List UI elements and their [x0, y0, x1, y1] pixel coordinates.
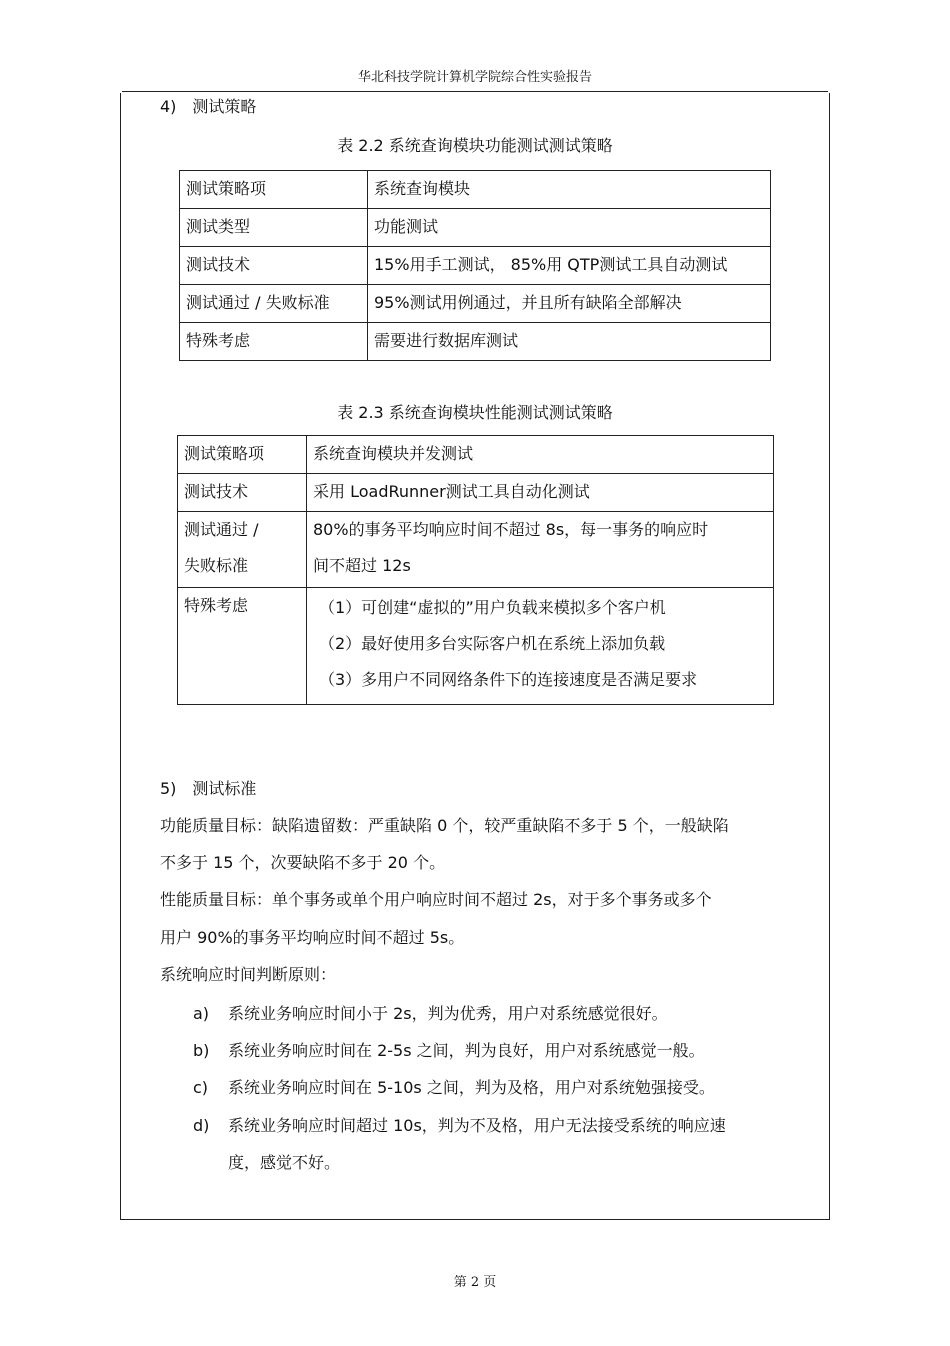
- cell-text: 功能测试: [374, 217, 439, 236]
- table-cell: [368, 247, 771, 285]
- list-item-label: d): [193, 1116, 210, 1135]
- table-cell: [368, 323, 771, 361]
- table-row: [180, 285, 771, 323]
- list-item-text-continuation: 度，感觉不好。: [228, 1153, 341, 1172]
- table-cell: [368, 209, 771, 247]
- cell-text: 测试策略项: [186, 179, 267, 198]
- section-5-heading: 5) 测试标准: [160, 779, 257, 798]
- cell-text: 95%测试用例通过，并且所有缺陷全部解决: [374, 293, 682, 312]
- cell-text: 测试策略项: [184, 444, 265, 463]
- table-cell: [180, 285, 368, 323]
- table-row: [180, 171, 771, 209]
- performance-quality-line-2: 用户 90%的事务平均响应时间不超过 5s。: [160, 928, 465, 947]
- table-2-2: [179, 170, 771, 361]
- cell-text: 特殊考虑: [186, 331, 251, 350]
- table-cell: [307, 474, 774, 512]
- table-cell: [368, 285, 771, 323]
- table-cell: [307, 588, 774, 705]
- cell-text: 特殊考虑: [184, 596, 249, 615]
- list-item-text: 系统业务响应时间在 2-5s 之间，判为良好，用户对系统感觉一般。: [228, 1041, 705, 1060]
- list-item: （2）最好使用多台实际客户机在系统上添加负载: [319, 634, 666, 653]
- table-cell: [180, 247, 368, 285]
- table-2-3-caption: 表 2.3 系统查询模块性能测试测试策略: [337, 403, 613, 422]
- table-row: [180, 247, 771, 285]
- cell-text-block: [313, 512, 767, 576]
- report-header-title: 华北科技学院计算机学院综合性实验报告: [357, 70, 592, 85]
- cell-line: 间不超过 12s: [313, 556, 411, 575]
- table-cell: [178, 512, 307, 588]
- list-item: （1）可创建“虚拟的”用户负载来模拟多个客户机: [319, 598, 666, 617]
- cell-text: 需要进行数据库测试: [374, 331, 519, 350]
- performance-quality-line-1: 性能质量目标：单个事务或单个用户响应时间不超过 2s，对于多个事务或多个: [160, 890, 712, 909]
- section-4-heading: 4) 测试策略: [160, 97, 257, 116]
- cell-list: [313, 588, 767, 704]
- cell-line: 测试通过 /: [184, 520, 259, 539]
- header-rule: [122, 91, 828, 92]
- functional-quality-line-1: 功能质量目标：缺陷遗留数：严重缺陷 0 个，较严重缺陷不多于 5 个，一般缺陷: [160, 816, 729, 835]
- table-row: [178, 512, 774, 588]
- page-number: 第 2 页: [453, 1275, 497, 1290]
- table-cell: [178, 474, 307, 512]
- list-item-label: b): [193, 1041, 210, 1060]
- cell-text: 测试技术: [184, 482, 249, 501]
- cell-text-block: [184, 512, 300, 576]
- cell-text: 测试通过 / 失败标准: [186, 293, 330, 312]
- cell-text: 测试技术: [186, 255, 251, 274]
- cell-line: 80%的事务平均响应时间不超过 8s，每一事务的响应时: [313, 520, 709, 539]
- table-2-3: [177, 435, 774, 705]
- table-cell: [180, 209, 368, 247]
- functional-quality-line-2: 不多于 15 个，次要缺陷不多于 20 个。: [160, 853, 446, 872]
- list-item-text: 系统业务响应时间小于 2s，判为优秀，用户对系统感觉很好。: [228, 1004, 668, 1023]
- list-item-label: a): [193, 1004, 210, 1023]
- table-row: [180, 209, 771, 247]
- table-row: [178, 436, 774, 474]
- table-row: [180, 323, 771, 361]
- table-cell: [178, 436, 307, 474]
- response-time-principle: 系统响应时间判断原则：: [160, 965, 337, 984]
- table-2-2-caption: 表 2.2 系统查询模块功能测试测试策略: [337, 136, 613, 155]
- cell-text: 系统查询模块: [374, 179, 471, 198]
- list-item-text: 系统业务响应时间在 5-10s 之间，判为及格，用户对系统勉强接受。: [228, 1078, 715, 1097]
- cell-text: 测试类型: [186, 217, 251, 236]
- list-item-text: 系统业务响应时间超过 10s，判为不及格，用户无法接受系统的响应速: [228, 1116, 726, 1135]
- table-cell: [368, 171, 771, 209]
- table-cell: [307, 436, 774, 474]
- table-cell: [180, 323, 368, 361]
- table-cell: [307, 512, 774, 588]
- list-item-label: c): [193, 1078, 209, 1097]
- cell-line: 失败标准: [184, 556, 249, 575]
- cell-text: 15%用手工测试， 85%用 QTP测试工具自动测试: [374, 255, 728, 274]
- cell-text: 采用 LoadRunner测试工具自动化测试: [313, 482, 590, 501]
- list-item: （3）多用户不同网络条件下的连接速度是否满足要求: [319, 670, 698, 689]
- cell-text: 系统查询模块并发测试: [313, 444, 474, 463]
- table-row: [178, 474, 774, 512]
- table-cell: [178, 588, 307, 705]
- table-row: [178, 588, 774, 705]
- table-cell: [180, 171, 368, 209]
